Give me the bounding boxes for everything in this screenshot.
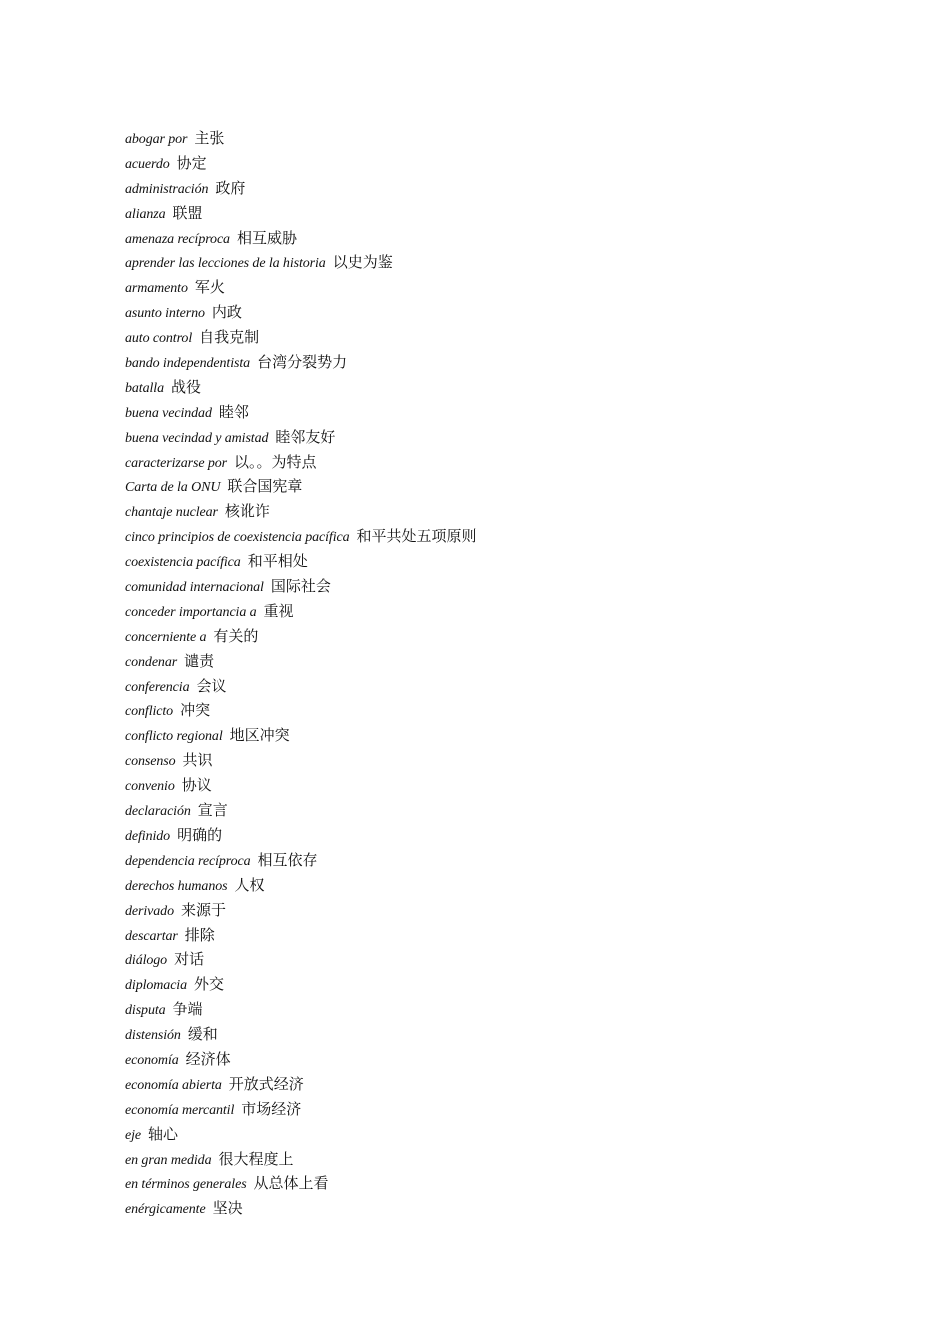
chinese-translation: 重视 [263, 601, 294, 620]
chinese-translation: 和平共处五项原则 [356, 527, 477, 546]
glossary-entry [125, 997, 885, 1022]
glossary-entry [125, 798, 885, 823]
chinese-translation: 台湾分裂势力 [257, 353, 348, 372]
chinese-translation: 坚决 [212, 1199, 243, 1218]
chinese-translation: 以史为鉴 [332, 253, 393, 272]
glossary-entry [125, 425, 885, 450]
glossary-entry [125, 898, 885, 923]
spanish-term: alianza [125, 206, 166, 222]
glossary-entry [125, 947, 885, 972]
glossary-entry [125, 574, 885, 599]
glossary-entry [125, 674, 885, 699]
glossary-entry [125, 748, 885, 773]
spanish-term: chantaje nuclear [125, 505, 218, 521]
spanish-term: derechos humanos [125, 878, 228, 894]
glossary-entry [125, 325, 885, 350]
chinese-translation: 相互威胁 [236, 228, 297, 247]
glossary-entry [125, 275, 885, 300]
glossary-entry [125, 375, 885, 400]
chinese-translation: 缓和 [187, 1025, 218, 1044]
chinese-translation: 军火 [194, 278, 225, 297]
spanish-term: caracterizarse por [125, 455, 228, 471]
chinese-translation: 来源于 [180, 900, 226, 919]
chinese-translation: 开放式经济 [228, 1074, 304, 1093]
glossary-entry [125, 873, 885, 898]
spanish-term: abogar por [125, 132, 188, 147]
glossary-entry [125, 300, 885, 325]
chinese-translation: 睦邻友好 [275, 427, 336, 446]
spanish-term: comunidad internacional [125, 580, 264, 596]
glossary-list [125, 126, 885, 1221]
chinese-translation: 人权 [234, 875, 265, 894]
spanish-term: aprender las lecciones de la historia [125, 256, 326, 272]
spanish-term: conceder importancia a [125, 604, 257, 620]
spanish-term: Carta de la ONU [125, 480, 221, 496]
glossary-entry [125, 474, 885, 499]
spanish-term: diálogo [125, 953, 168, 969]
glossary-entry [125, 400, 885, 425]
spanish-term: buena vecindad [125, 405, 212, 421]
spanish-term: conflicto [125, 704, 174, 720]
chinese-translation: 明确的 [177, 825, 223, 844]
glossary-entry [125, 1097, 885, 1122]
chinese-translation: 争端 [172, 1000, 203, 1019]
chinese-translation: 协定 [176, 153, 207, 172]
chinese-translation: 有关的 [213, 626, 259, 645]
spanish-term: conflicto regional [125, 729, 223, 745]
spanish-term: asunto interno [125, 306, 205, 322]
chinese-translation: 很大程度上 [218, 1149, 294, 1168]
chinese-translation: 国际社会 [270, 577, 331, 596]
spanish-term: cinco principios de coexistencia pacífica [125, 530, 350, 546]
glossary-entry [125, 1022, 885, 1047]
spanish-term: eje [125, 1127, 142, 1143]
spanish-term: consenso [125, 754, 176, 770]
glossary-entry [125, 151, 885, 176]
chinese-translation: 自我克制 [199, 328, 260, 347]
chinese-translation: 和平相处 [247, 552, 308, 571]
glossary-entry [125, 1147, 885, 1172]
chinese-translation: 内政 [211, 303, 242, 322]
chinese-translation: 会议 [196, 676, 227, 695]
glossary-entry [125, 624, 885, 649]
glossary-entry [125, 350, 885, 375]
spanish-term: buena vecindad y amistad [125, 430, 269, 446]
chinese-translation: 对话 [174, 950, 205, 969]
chinese-translation: 轴心 [148, 1124, 179, 1143]
spanish-term: concerniente a [125, 629, 207, 645]
chinese-translation: 睦邻 [218, 402, 249, 421]
spanish-term: derivado [125, 903, 174, 919]
chinese-translation: 共识 [182, 751, 213, 770]
chinese-translation: 从总体上看 [253, 1174, 329, 1193]
spanish-term: definido [125, 828, 171, 844]
glossary-entry [125, 250, 885, 275]
chinese-translation: 核讹诈 [224, 502, 270, 521]
glossary-entry [125, 848, 885, 873]
chinese-translation: 协议 [181, 776, 212, 795]
spanish-term: economía mercantil [125, 1102, 235, 1118]
glossary-entry [125, 923, 885, 948]
glossary-entry [125, 599, 885, 624]
glossary-entry [125, 649, 885, 674]
chinese-translation: 相互依存 [257, 850, 318, 869]
spanish-term: en gran medida [125, 1152, 212, 1168]
glossary-entry [125, 972, 885, 997]
glossary-entry [125, 823, 885, 848]
glossary-entry [125, 524, 885, 549]
spanish-term: armamento [125, 281, 188, 297]
glossary-entry [125, 1122, 885, 1147]
glossary-entry [125, 1047, 885, 1072]
chinese-translation: 政府 [215, 178, 246, 197]
chinese-translation: 地区冲突 [229, 726, 290, 745]
glossary-entry [125, 450, 885, 475]
glossary-entry [125, 698, 885, 723]
spanish-term: auto control [125, 331, 193, 347]
chinese-translation: 战役 [170, 377, 201, 396]
spanish-term: economía [125, 1052, 179, 1068]
chinese-translation: 谴责 [184, 651, 215, 670]
chinese-translation: 排除 [184, 925, 215, 944]
glossary-entry [125, 549, 885, 574]
spanish-term: diplomacia [125, 978, 187, 994]
spanish-term: economía abierta [125, 1077, 222, 1093]
glossary-entry [125, 176, 885, 201]
spanish-term: distensión [125, 1028, 181, 1044]
glossary-entry [125, 1196, 885, 1221]
spanish-term: dependencia recíproca [125, 853, 251, 869]
spanish-term: batalla [125, 380, 164, 396]
glossary-entry [125, 226, 885, 251]
spanish-term: amenaza recíproca [125, 231, 230, 247]
glossary-entry [125, 126, 885, 151]
spanish-term: disputa [125, 1003, 166, 1019]
glossary-entry [125, 773, 885, 798]
spanish-term: bando independentista [125, 356, 251, 372]
spanish-term: coexistencia pacífica [125, 555, 241, 571]
chinese-translation: 外交 [194, 975, 225, 994]
chinese-translation: 主张 [194, 129, 225, 147]
spanish-term: declaración [125, 804, 191, 820]
glossary-entry [125, 499, 885, 524]
glossary-entry [125, 1171, 885, 1196]
spanish-term: condenar [125, 654, 178, 670]
chinese-translation: 联合国宪章 [227, 477, 303, 496]
spanish-term: administración [125, 181, 209, 197]
chinese-translation: 经济体 [185, 1049, 231, 1068]
glossary-entry [125, 1072, 885, 1097]
chinese-translation: 冲突 [180, 701, 211, 720]
spanish-term: conferencia [125, 679, 190, 695]
spanish-term: enérgicamente [125, 1202, 206, 1218]
chinese-translation: 以。。为特点 [234, 452, 317, 471]
chinese-translation: 市场经济 [241, 1099, 302, 1118]
glossary-entry [125, 201, 885, 226]
spanish-term: descartar [125, 928, 178, 944]
spanish-term: en términos generales [125, 1177, 247, 1193]
spanish-term: acuerdo [125, 156, 170, 172]
chinese-translation: 联盟 [172, 203, 203, 222]
glossary-entry [125, 723, 885, 748]
spanish-term: convenio [125, 779, 175, 795]
chinese-translation: 宣言 [197, 801, 228, 820]
